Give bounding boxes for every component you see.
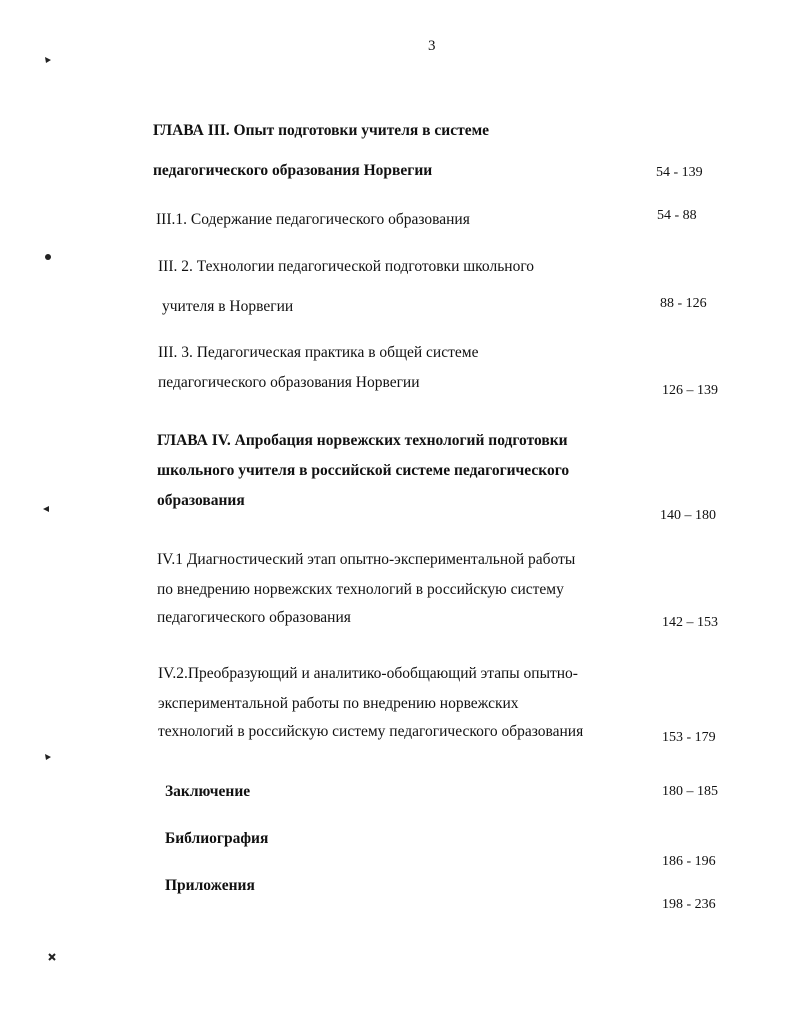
chapter-3-title-line-2: педагогического образования Норвегии [153, 162, 433, 179]
scan-mark-icon [44, 753, 52, 761]
section-3-2-title-line-1: III. 2. Технологии педагогической подготовки школьного [158, 258, 535, 275]
section-4-2-pages: 153 - 179 [662, 730, 716, 745]
page-number: 3 [428, 38, 436, 54]
bibliography-label: Библиография [165, 830, 269, 847]
chapter-3-pages: 54 - 139 [656, 165, 703, 180]
section-3-2-title-line-2: учителя в Норвегии [162, 298, 294, 315]
section-4-1-title-line-3: педагогического образования [157, 609, 351, 626]
section-3-3-title-line-2: педагогического образования Норвегии [158, 374, 420, 391]
section-4-2-title-line-3: технологий в российскую систему педагогического образования [158, 723, 584, 740]
section-4-1-pages: 142 – 153 [662, 615, 718, 630]
section-4-1-title-line-1: IV.1 Диагностический этап опытно-экспериментальной работы [157, 551, 576, 568]
scan-mark-icon [44, 56, 52, 64]
chapter-4-pages: 140 – 180 [660, 508, 716, 523]
section-3-3-pages: 126 – 139 [662, 383, 718, 398]
section-4-2-title-line-1: IV.2.Преобразующий и аналитико-обобщающий этапы опытно- [158, 665, 578, 682]
conclusion-pages: 180 – 185 [662, 784, 718, 799]
chapter-3-title-line-1: ГЛАВА III. Опыт подготовки учителя в системе [153, 122, 490, 139]
scan-mark-icon [42, 505, 50, 513]
appendices-pages: 198 - 236 [662, 897, 716, 912]
section-3-1-title: III.1. Содержание педагогического образования [156, 211, 470, 228]
scan-mark-icon [48, 953, 56, 961]
section-3-3-title-line-1: III. 3. Педагогическая практика в общей системе [158, 344, 479, 361]
section-3-1-pages: 54 - 88 [657, 208, 697, 223]
conclusion-label: Заключение [165, 783, 251, 800]
chapter-4-title-line-3: образования [157, 492, 245, 509]
section-4-1-title-line-2: по внедрению норвежских технологий в российскую систему [157, 581, 564, 598]
section-4-2-title-line-2: экспериментальной работы по внедрению норвежских [158, 695, 519, 712]
chapter-4-title-line-1: ГЛАВА IV. Апробация норвежских технологий подготовки [157, 432, 568, 449]
scan-mark-icon [44, 253, 52, 261]
section-3-2-pages: 88 - 126 [660, 296, 707, 311]
appendices-label: Приложения [165, 877, 255, 894]
bibliography-pages: 186 - 196 [662, 854, 716, 869]
chapter-4-title-line-2: школьного учителя в российской системе педагогического [157, 462, 570, 479]
